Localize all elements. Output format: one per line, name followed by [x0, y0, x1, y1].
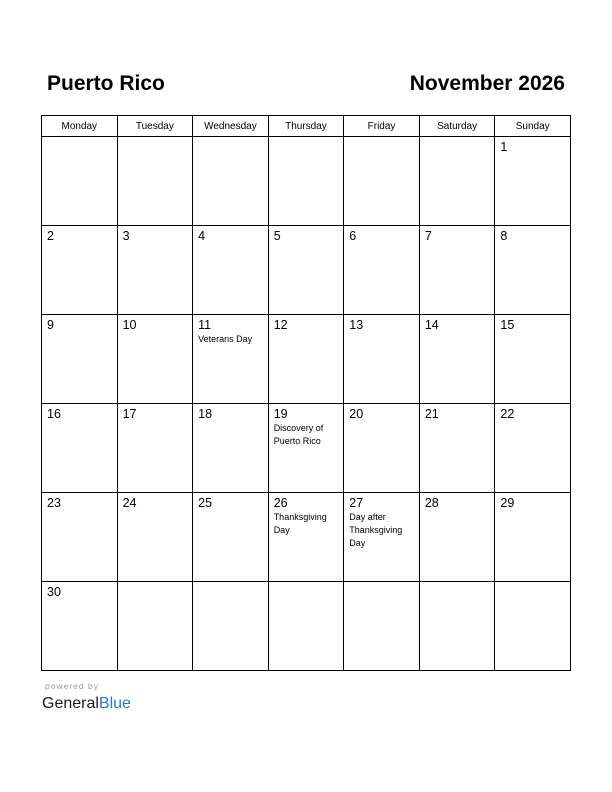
weekday-header-row: [42, 116, 571, 137]
day-number: 22: [500, 407, 515, 421]
day-number: 19: [273, 407, 288, 421]
week-row: [42, 582, 571, 671]
day-number: 10: [122, 318, 137, 332]
holiday-label: Veterans Day: [198, 334, 253, 344]
brand-general-text: General: [42, 695, 99, 712]
weekday-header: Sunday: [495, 116, 571, 137]
weekday-header: Tuesday: [117, 116, 193, 137]
holiday-label: Discovery of Puerto Rico: [273, 423, 324, 446]
empty-day-cell: [419, 582, 495, 671]
day-cell: [419, 315, 495, 404]
empty-day-cell: [193, 582, 269, 671]
weekday-header: Friday: [344, 116, 420, 137]
empty-day-cell: [268, 137, 344, 226]
day-cell: [117, 404, 193, 493]
week-row: [42, 493, 571, 582]
day-cell: [42, 582, 118, 671]
week-row: [42, 315, 571, 404]
day-number: 4: [198, 229, 206, 243]
week-row: [42, 404, 571, 493]
weekday-header: Monday: [42, 116, 118, 137]
day-number: 11: [198, 318, 212, 332]
day-number: 3: [122, 229, 130, 243]
day-number: 18: [198, 407, 213, 421]
empty-day-cell: [419, 137, 495, 226]
day-number: 5: [273, 229, 281, 243]
day-cell: [268, 404, 344, 493]
day-cell: [268, 493, 344, 582]
empty-day-cell: [117, 137, 193, 226]
day-number: 6: [349, 229, 357, 243]
day-number: 12: [273, 318, 288, 332]
powered-by-label: powered by: [45, 681, 99, 691]
day-number: 27: [349, 496, 364, 510]
empty-day-cell: [495, 582, 571, 671]
day-number: 17: [122, 407, 137, 421]
day-cell: [42, 493, 118, 582]
day-cell: [117, 315, 193, 404]
day-cell: [42, 404, 118, 493]
calendar-weeks: [42, 137, 571, 671]
month-year-title: November 2026: [409, 72, 565, 95]
day-cell: [193, 226, 269, 315]
day-cell: [344, 493, 420, 582]
day-cell: [419, 226, 495, 315]
day-number: 7: [424, 229, 432, 243]
day-cell: [268, 315, 344, 404]
day-number: 26: [273, 496, 288, 510]
calendar-grid: [41, 115, 571, 671]
weekday-header: Wednesday: [193, 116, 269, 137]
day-number: 13: [349, 318, 364, 332]
day-cell: [344, 404, 420, 493]
day-number: 25: [198, 496, 213, 510]
day-cell: [344, 226, 420, 315]
week-row: [42, 226, 571, 315]
country-title: Puerto Rico: [47, 72, 165, 95]
empty-day-cell: [42, 137, 118, 226]
day-number: 2: [47, 229, 54, 243]
weekday-header: Thursday: [268, 116, 344, 137]
day-number: 16: [47, 407, 61, 421]
footer-branding: [42, 681, 131, 715]
day-number: 24: [122, 496, 137, 510]
day-cell: [419, 493, 495, 582]
day-cell: [495, 226, 571, 315]
day-number: 15: [500, 318, 515, 332]
day-cell: [495, 404, 571, 493]
day-cell: [117, 493, 193, 582]
day-number: 14: [424, 318, 439, 332]
day-number: 30: [47, 585, 61, 599]
holiday-label: Thanksgiving Day: [273, 512, 327, 535]
empty-day-cell: [193, 137, 269, 226]
empty-day-cell: [117, 582, 193, 671]
day-number: 23: [47, 496, 61, 510]
day-cell: [42, 315, 118, 404]
day-cell: [193, 404, 269, 493]
day-cell: [419, 404, 495, 493]
day-cell: [495, 493, 571, 582]
day-number: 8: [500, 229, 508, 243]
day-cell: [193, 493, 269, 582]
day-number: 9: [47, 318, 54, 332]
day-number: 28: [424, 496, 439, 510]
empty-day-cell: [344, 137, 420, 226]
day-cell: [268, 226, 344, 315]
day-number: 1: [500, 140, 508, 154]
day-cell: [495, 137, 571, 226]
day-cell: [42, 226, 118, 315]
week-row: [42, 137, 571, 226]
generalblue-logo[interactable]: [42, 693, 131, 715]
day-cell: [344, 315, 420, 404]
day-cell: [117, 226, 193, 315]
empty-day-cell: [344, 582, 420, 671]
brand-blue-text: Blue: [98, 695, 131, 712]
empty-day-cell: [268, 582, 344, 671]
day-number: 29: [500, 496, 515, 510]
day-number: 20: [349, 407, 364, 421]
day-number: 21: [424, 407, 439, 421]
day-cell: [495, 315, 571, 404]
holiday-label: Day after Thanksgiving Day: [349, 512, 403, 548]
day-cell: [193, 315, 269, 404]
weekday-header: Saturday: [419, 116, 495, 137]
